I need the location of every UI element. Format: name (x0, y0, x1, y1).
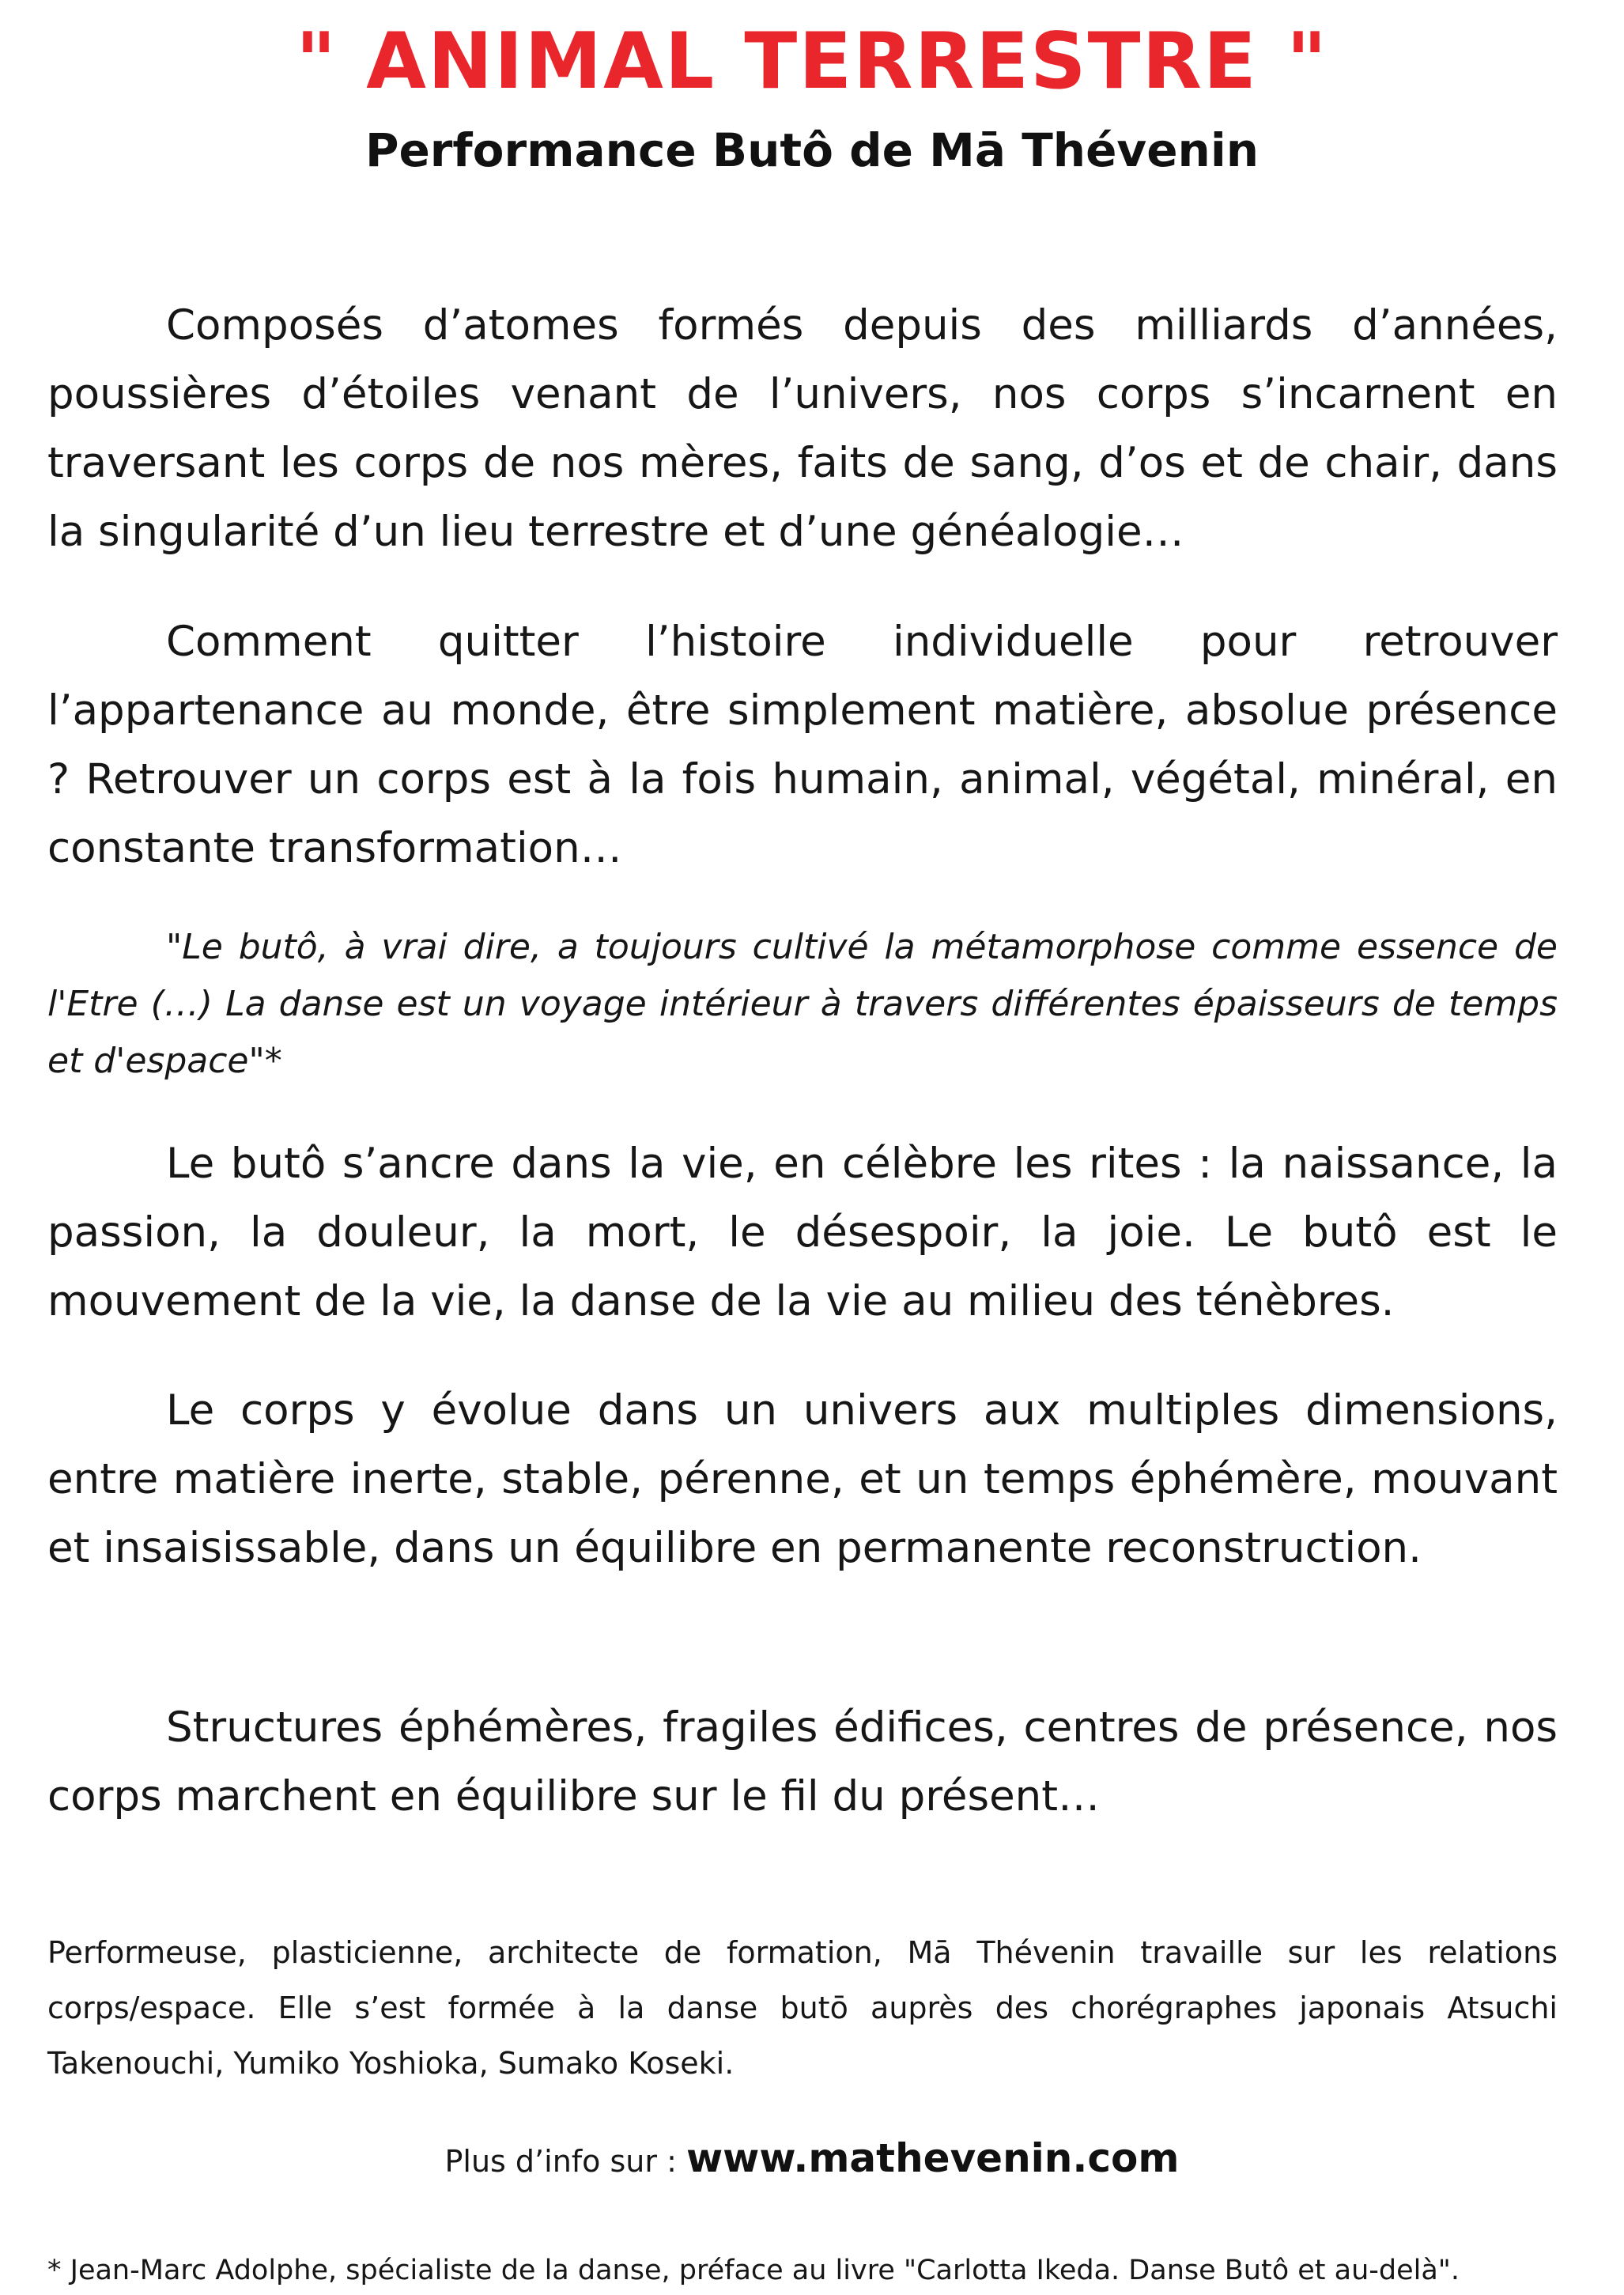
more-info-line (0, 2135, 1624, 2181)
paragraph-text: Structures éphémères, fragiles édifices, centres de présence, nos corps marchent en équilibre sur le fil du présent… (47, 1703, 1558, 1820)
body-paragraph-3 (47, 1129, 1558, 1336)
artist-bio (47, 1925, 1558, 2091)
quotation-text: "Le butô, à vrai dire, a toujours cultivé la métamorphose comme essence de l'Etre (…) La danse est un voyage intérieur à travers différentes épaisseurs de temps et d'espace"* (47, 927, 1558, 1081)
document-title: " ANIMAL TERRESTRE " (295, 17, 1329, 107)
paragraph-text: Le corps y évolue dans un univers aux multiples dimensions, entre matière inerte, stable, pérenne, et un temps éphémère, mouvant et insaisissable, dans un équilibre en permanente reconstruction. (47, 1386, 1558, 1572)
bio-text: Performeuse, plasticienne, architecte de formation, Mā Thévenin travaille sur les relations corps/espace. Elle s’est formée à la danse butō auprès des chorégraphes japonais Atsuchi Takenouchi, Yumiko Yoshioka, Sumako Koseki. (47, 1935, 1558, 2081)
quotation-block (47, 919, 1558, 1090)
footnote: * Jean-Marc Adolphe, spécialiste de la danse, préface au livre "Carlotta Ikeda. Danse Butô et au-delà". (47, 2255, 1460, 2286)
body-paragraph-2 (47, 607, 1558, 883)
website-link[interactable]: www.mathevenin.com (685, 2135, 1180, 2181)
document-subtitle: Performance Butô de Mā Thévenin (364, 123, 1260, 177)
body-paragraph-4 (47, 1376, 1558, 1582)
paragraph-text: Composés d’atomes formés depuis des milliards d’années, poussières d’étoiles venant de l’univers, nos corps s’incarnent en traversant les corps de nos mères, faits de sang, d’os et de chair, dans la singularité d’un lieu terrestre et d’une généalogie… (47, 301, 1558, 556)
paragraph-text: Le butô s’ancre dans la vie, en célèbre les rites : la naissance, la passion, la douleur, la mort, le désespoir, la joie. Le butô est le mouvement de la vie, la danse de la vie au milieu des ténèbres. (47, 1140, 1558, 1325)
paragraph-text: Comment quitter l’histoire individuelle pour retrouver l’appartenance au monde, être simplement matière, absolue présence ? Retrouver un corps est à la fois humain, animal, végétal, minéral, en constante transformation… (47, 618, 1558, 872)
more-info-label: Plus d’info sur : (444, 2144, 686, 2179)
body-paragraph-1 (47, 291, 1558, 566)
body-paragraph-5 (47, 1693, 1558, 1831)
